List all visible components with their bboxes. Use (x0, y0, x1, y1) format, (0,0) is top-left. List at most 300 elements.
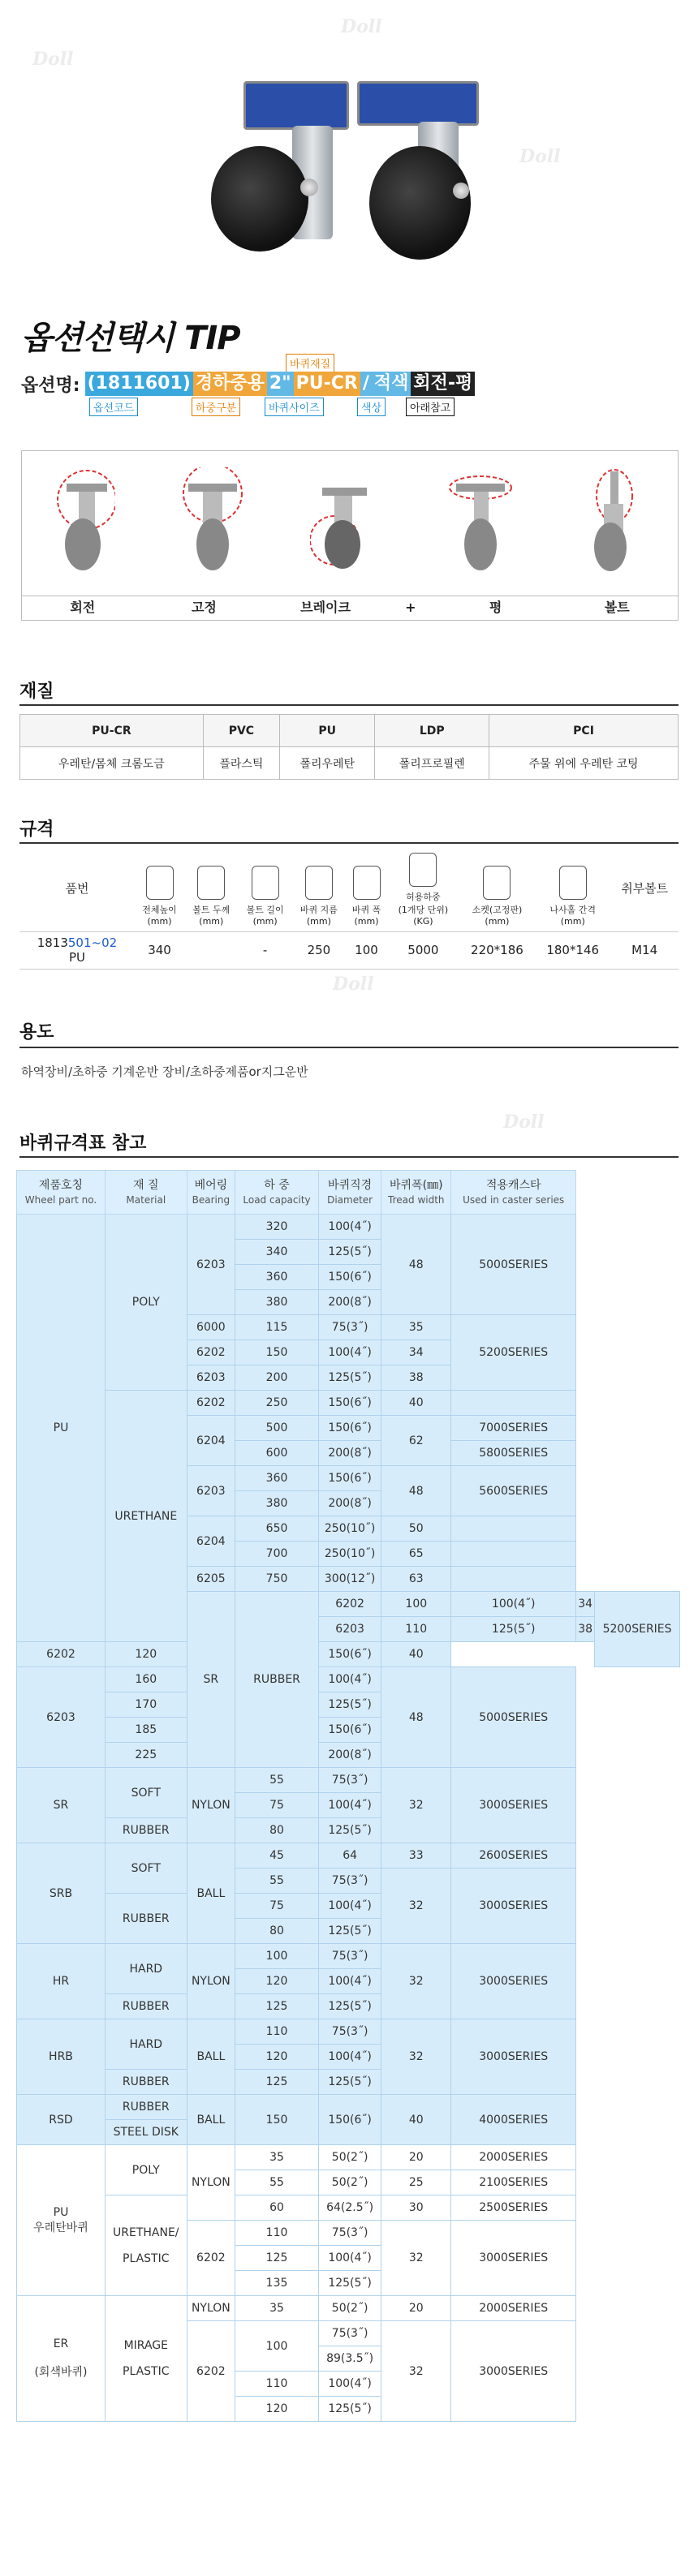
table-cell: 100(4˝) (318, 1969, 381, 1994)
option-plate: 평 (489, 600, 502, 615)
table-cell: 100(4˝) (318, 2246, 381, 2271)
table-cell: 250(10˝) (318, 1542, 381, 1567)
wheel-table-header: 제품호칭 Wheel part no. (17, 1171, 106, 1215)
table-cell: RUBBER (235, 1592, 319, 1768)
table-cell: 75 (235, 1894, 319, 1919)
watermark: Doll (341, 16, 382, 37)
wheel-table-header: 적용캐스타 Used in caster series (451, 1171, 576, 1215)
table-cell: 120 (235, 2397, 319, 2422)
option-swivel: 회전 (70, 600, 96, 615)
tag-material: 바퀴재질 (286, 354, 334, 372)
table-cell: 125 (235, 1994, 319, 2019)
table-row (17, 1718, 680, 1743)
table-cell: 35 (381, 1315, 451, 1340)
table-cell: 40 (381, 1391, 451, 1416)
table-cell: 30 (381, 2195, 451, 2221)
table-cell: 6202 (187, 2221, 235, 2296)
table-cell: 32 (381, 2221, 451, 2296)
table-cell: 115 (235, 1315, 319, 1340)
table-cell: 5000SERIES (451, 1667, 576, 1768)
option-bolt-image (558, 451, 663, 597)
table-cell: SRB (17, 1843, 106, 1944)
divider (19, 1047, 679, 1048)
table-cell: 35 (235, 2296, 319, 2321)
table-cell: 38 (381, 1365, 451, 1391)
table-cell: HRB (17, 2019, 106, 2095)
table-cell: 75(3˝) (318, 1869, 381, 1894)
table-cell: PU (17, 1215, 106, 1642)
table-cell: 63 (381, 1567, 451, 1592)
table-cell: 65 (381, 1542, 451, 1567)
table-row (17, 1818, 680, 1843)
table-cell: 64 (318, 1843, 381, 1869)
table-cell: RUBBER (105, 2095, 187, 2120)
table-cell: ER (회색바퀴) (17, 2296, 106, 2422)
table-cell: 75(3˝) (318, 2221, 381, 2246)
table-cell: STEEL DISK (105, 2120, 187, 2145)
load-class: 경하중용 (193, 372, 267, 396)
table-cell: 50(2˝) (318, 2145, 381, 2170)
option-labels (21, 596, 679, 621)
table-cell: 100(4˝) (318, 1667, 381, 1692)
table-cell: 6203 (187, 1466, 235, 1516)
material-value: 주물 위에 우레탄 코팅 (489, 747, 679, 780)
table-cell: 125(5˝) (318, 1365, 381, 1391)
table-cell: 45 (235, 1843, 319, 1869)
table-cell: 6000 (187, 1315, 235, 1340)
table-cell: 6205 (187, 1567, 235, 1592)
table-cell: POLY (105, 1215, 187, 1391)
table-cell: 125(5˝) (318, 1818, 381, 1843)
table-cell: 6202 (17, 1642, 106, 1667)
table-cell: 100(4˝) (318, 2045, 381, 2070)
table-cell: 89(3.5˝) (318, 2346, 381, 2372)
table-cell: 125(5˝) (318, 1240, 381, 1265)
table-cell: 200(8˝) (318, 1441, 381, 1466)
table-cell: 125 (235, 2246, 319, 2271)
spec-value: - (238, 931, 291, 969)
table-row (17, 2195, 680, 2221)
option-rigid-image (160, 451, 265, 597)
table-cell: 100 (381, 1592, 451, 1617)
wheel-table-header: 바퀴폭(㎜) Tread width (381, 1171, 451, 1215)
table-cell: 75 (235, 1793, 319, 1818)
table-cell: 185 (105, 1718, 187, 1743)
table-cell: 2600SERIES (451, 1843, 576, 1869)
table-cell: HARD (105, 1944, 187, 1994)
table-cell: 135 (235, 2271, 319, 2296)
product-image (0, 0, 698, 292)
table-cell: 125(5˝) (318, 1692, 381, 1718)
table-cell: 34 (381, 1340, 451, 1365)
option-plus: + (405, 600, 416, 615)
table-cell: PU 우레탄바퀴 (17, 2145, 106, 2296)
spec-icon (146, 866, 174, 900)
spec-header: 허용하중 (1개당 단위) (KG) (387, 850, 459, 931)
option-bolt: 볼트 (604, 600, 630, 615)
spec-icon (559, 866, 587, 900)
table-cell: 6202 (187, 1391, 235, 1416)
spec-value (184, 931, 238, 969)
watermark: Doll (333, 974, 374, 995)
table-cell: 6203 (318, 1617, 381, 1642)
table-cell: 3000SERIES (451, 1869, 576, 1944)
spec-icon (483, 866, 511, 900)
table-cell: 125(5˝) (318, 2271, 381, 2296)
material-heading: 재질 (19, 682, 54, 702)
table-cell: POLY (105, 2145, 187, 2195)
table-cell: URETHANE/ PLASTIC (105, 2195, 187, 2296)
spec-header: 바퀴 폭 (mm) (346, 850, 387, 931)
option-code: (1811601) (85, 372, 193, 396)
table-cell: SR (187, 1592, 235, 1768)
table-cell: 250 (235, 1391, 319, 1416)
table-cell: RUBBER (105, 1818, 187, 1843)
table-cell: 150(6˝) (318, 1466, 381, 1491)
spec-header: 전체높이 (mm) (135, 850, 184, 931)
table-row (17, 1743, 680, 1768)
table-cell: NYLON (187, 2296, 235, 2321)
table-cell: 100 (235, 1944, 319, 1969)
table-cell: 125(5˝) (318, 1919, 381, 1944)
table-cell: 62 (381, 1416, 451, 1466)
table-cell: 2100SERIES (451, 2170, 576, 2195)
table-cell: 20 (381, 2296, 451, 2321)
table-cell: 150 (235, 1340, 319, 1365)
table-cell: 6203 (187, 1215, 235, 1315)
table-cell: SOFT (105, 1843, 187, 1894)
tag-color: 색상 (357, 398, 386, 416)
wheel-table-header: 베어링 Bearing (187, 1171, 235, 1215)
table-cell: 6202 (187, 2321, 235, 2422)
table-cell: 3000SERIES (451, 1944, 576, 2019)
material-header: LDP (375, 715, 489, 747)
table-cell: 2000SERIES (451, 2296, 576, 2321)
spec-value: 340 (135, 931, 184, 969)
table-cell: 80 (235, 1919, 319, 1944)
table-cell: 20 (381, 2145, 451, 2170)
table-cell: 380 (235, 1290, 319, 1315)
table-cell: 150(6˝) (318, 2095, 381, 2145)
table-row (17, 2296, 680, 2321)
spec-icon (252, 866, 279, 900)
spec-table (19, 850, 679, 970)
table-cell: 55 (235, 1768, 319, 1793)
table-cell: NYLON (187, 1944, 235, 2019)
table-cell: 7000SERIES (451, 1416, 576, 1441)
material-header: PCI (489, 715, 679, 747)
divider (19, 1156, 679, 1158)
wheel-table-header: 바퀴직경 Diameter (318, 1171, 381, 1215)
page-title: 옵션선택시 TIP (21, 320, 240, 357)
table-cell: 6204 (187, 1516, 235, 1567)
wheel-size: 2" (267, 372, 294, 396)
table-cell: 64(2.5˝) (318, 2195, 381, 2221)
wheel-table-heading: 바퀴규격표 참고 (19, 1133, 147, 1154)
spec-header: 볼트 길이 (mm) (238, 850, 291, 931)
table-cell: 55 (235, 2170, 319, 2195)
table-cell: 32 (381, 1768, 451, 1843)
table-cell: 3000SERIES (451, 2019, 576, 2095)
wheel-table-header: 하 중 Load capacity (235, 1171, 319, 1215)
table-cell: 100(4˝) (318, 2372, 381, 2397)
material-header: PVC (203, 715, 279, 747)
table-cell: 25 (381, 2170, 451, 2195)
table-cell: 600 (235, 1441, 319, 1466)
table-row (17, 1944, 680, 1969)
table-cell: 125(5˝) (318, 2070, 381, 2095)
table-cell: 120 (235, 2045, 319, 2070)
material-value: 폴리프로필렌 (375, 747, 489, 780)
table-cell: 750 (235, 1567, 319, 1592)
table-cell: 650 (235, 1516, 319, 1542)
divider (19, 842, 679, 844)
table-cell: 5200SERIES (595, 1592, 680, 1667)
table-cell: 48 (381, 1466, 451, 1516)
table-cell: 125(5˝) (451, 1617, 576, 1642)
table-cell: 40 (381, 2095, 451, 2145)
table-cell: 38 (576, 1617, 595, 1642)
spec-value: 180*146 (535, 931, 610, 969)
wheel-table-header: 재 질 Material (105, 1171, 187, 1215)
spec-icon (353, 866, 381, 900)
table-cell: 60 (235, 2195, 319, 2221)
table-cell: 110 (381, 1617, 451, 1642)
spec-header: 볼트 두께 (mm) (184, 850, 238, 931)
table-cell: 3000SERIES (451, 2321, 576, 2422)
spec-icon (197, 866, 225, 900)
table-cell: 300(12˝) (318, 1567, 381, 1592)
table-cell: 200(8˝) (318, 1290, 381, 1315)
spec-icon (305, 866, 333, 900)
table-cell: 100(4˝) (318, 1894, 381, 1919)
table-cell: 34 (576, 1592, 595, 1617)
table-cell: 3000SERIES (451, 2221, 576, 2296)
option-plate-image (428, 451, 533, 597)
table-cell: 500 (235, 1416, 319, 1441)
table-cell: 125 (235, 2070, 319, 2095)
table-cell: 32 (381, 1869, 451, 1944)
table-cell: 33 (381, 1843, 451, 1869)
spec-header: 품번 (19, 850, 135, 931)
table-cell: HR (17, 1944, 106, 2019)
table-cell: 50 (381, 1516, 451, 1542)
option-brake-image (290, 451, 395, 597)
table-cell: 100(4˝) (318, 1340, 381, 1365)
table-cell: 340 (235, 1240, 319, 1265)
table-cell (451, 1391, 576, 1416)
part-number-range: 501~02 (67, 935, 118, 950)
table-row (17, 1843, 680, 1869)
table-cell: 6203 (17, 1667, 106, 1768)
spec-value: M14 (610, 931, 679, 969)
table-cell: 200(8˝) (318, 1491, 381, 1516)
table-cell: 225 (105, 1743, 187, 1768)
table-cell: 700 (235, 1542, 319, 1567)
table-cell: 50(2˝) (318, 2296, 381, 2321)
table-row (17, 1391, 680, 1416)
table-cell: 2000SERIES (451, 2145, 576, 2170)
table-cell: 32 (381, 1944, 451, 2019)
table-row (17, 1768, 680, 1793)
table-cell: URETHANE (105, 1391, 187, 1642)
table-cell: 40 (381, 1642, 451, 1667)
table-row (17, 2145, 680, 2170)
table-cell: 100(4˝) (451, 1592, 576, 1617)
table-cell: BALL (187, 2095, 235, 2145)
table-cell: 150(6˝) (318, 1391, 381, 1416)
table-cell: 110 (235, 2019, 319, 2045)
table-cell: 100(4˝) (318, 1793, 381, 1818)
table-cell: 150(6˝) (318, 1416, 381, 1441)
table-cell: RUBBER (105, 2070, 187, 2095)
usage-text: 하역장비/초하중 기계운반 장비/초하중제품or지그운반 (21, 1064, 308, 1079)
table-row (17, 1894, 680, 1919)
table-cell: RUBBER (105, 1994, 187, 2019)
table-cell (451, 1516, 576, 1542)
tag-wheel-size: 바퀴사이즈 (265, 398, 324, 416)
spec-icon (409, 853, 437, 887)
table-cell: 75(3˝) (318, 1315, 381, 1340)
table-cell: 100(4˝) (318, 1215, 381, 1240)
table-cell: 120 (235, 1969, 319, 1994)
table-cell: HARD (105, 2019, 187, 2070)
table-cell: BALL (187, 1843, 235, 1944)
table-cell: 360 (235, 1265, 319, 1290)
table-cell: 120 (105, 1642, 187, 1667)
table-cell: 50(2˝) (318, 2170, 381, 2195)
table-cell: 6204 (187, 1416, 235, 1466)
table-cell: 80 (235, 1818, 319, 1843)
table-cell (451, 1567, 576, 1592)
spec-value: 250 (292, 931, 346, 969)
table-cell: 5800SERIES (451, 1441, 576, 1466)
table-cell: 32 (381, 2019, 451, 2095)
table-cell: 110 (235, 2372, 319, 2397)
table-cell: 160 (105, 1667, 187, 1692)
option-name-row (21, 370, 475, 398)
table-row (17, 1692, 680, 1718)
table-cell: 6202 (187, 1340, 235, 1365)
table-cell: SOFT (105, 1768, 187, 1818)
table-cell: RUBBER (105, 1894, 187, 1944)
wheel-material: PU-CR (294, 372, 360, 396)
usage-heading: 용도 (19, 1022, 54, 1043)
table-row (17, 1215, 680, 1240)
tag-load-class: 하중구분 (192, 398, 240, 416)
table-cell: 320 (235, 1215, 319, 1240)
spec-value: 100 (346, 931, 387, 969)
table-row (17, 2095, 680, 2120)
material-value: 폴리우레탄 (280, 747, 375, 780)
table-row (17, 1667, 680, 1692)
table-cell: NYLON (187, 2145, 235, 2221)
table-cell: 3000SERIES (451, 1768, 576, 1843)
table-row (17, 1994, 680, 2019)
color: 적색 (372, 372, 411, 396)
option-brake: 브레이크 (300, 600, 351, 615)
divider (19, 704, 679, 706)
table-cell: 75(3˝) (318, 2321, 381, 2346)
table-cell: 200 (235, 1365, 319, 1391)
spec-value: 5000 (387, 931, 459, 969)
table-row (17, 2070, 680, 2095)
table-cell: 100 (235, 2321, 319, 2372)
watermark: Doll (32, 49, 74, 70)
table-cell: 48 (381, 1215, 451, 1315)
material-value: 우레탄/몸체 크롬도금 (20, 747, 204, 780)
spec-value: 220*186 (459, 931, 535, 969)
table-cell: 32 (381, 2321, 451, 2422)
mount-type: 회전-평 (411, 372, 475, 396)
table-cell: 170 (105, 1692, 187, 1718)
material-header: PU (280, 715, 375, 747)
watermark: Doll (519, 146, 561, 167)
table-cell: 110 (235, 2221, 319, 2246)
material-table (19, 714, 679, 780)
table-cell: 150(6˝) (318, 1642, 381, 1667)
table-cell: SR (17, 1768, 106, 1843)
tag-see-below: 아래참고 (406, 398, 455, 416)
option-swivel-image (30, 451, 136, 597)
table-cell: 200(8˝) (318, 1743, 381, 1768)
spec-header: 나사홀 간격 (mm) (535, 850, 610, 931)
table-cell: 5200SERIES (451, 1315, 576, 1391)
option-name-label: 옵션명: (21, 375, 80, 396)
table-cell: NYLON (187, 1768, 235, 1843)
spec-heading: 규격 (19, 819, 54, 840)
table-cell: 250(10˝) (318, 1516, 381, 1542)
table-cell: 2500SERIES (451, 2195, 576, 2221)
table-cell: 380 (235, 1491, 319, 1516)
table-cell: 360 (235, 1466, 319, 1491)
table-cell: 6203 (187, 1365, 235, 1391)
separator: / (360, 372, 372, 396)
tag-option-code: 옵션코드 (89, 398, 138, 416)
material-value: 플라스틱 (203, 747, 279, 780)
table-cell: 75(3˝) (318, 1768, 381, 1793)
table-row (17, 1642, 680, 1667)
table-cell: 150(6˝) (318, 1718, 381, 1743)
table-cell: 5600SERIES (451, 1466, 576, 1516)
wheel-spec-table (16, 1170, 680, 2422)
table-cell: 125(5˝) (318, 1994, 381, 2019)
table-cell: 150(6˝) (318, 1265, 381, 1290)
watermark: Doll (503, 1112, 545, 1133)
table-row (17, 2019, 680, 2045)
table-cell: 75(3˝) (318, 1944, 381, 1969)
option-rigid: 고정 (191, 600, 217, 615)
spec-header: 소켓(고정판) (mm) (459, 850, 535, 931)
table-cell: 4000SERIES (451, 2095, 576, 2145)
spec-header: 바퀴 지름 (mm) (292, 850, 346, 931)
table-cell: 150 (235, 2095, 319, 2145)
table-cell: 35 (235, 2145, 319, 2170)
table-cell: 6202 (318, 1592, 381, 1617)
table-cell: 55 (235, 1869, 319, 1894)
table-cell: 75(3˝) (318, 2019, 381, 2045)
part-number: 1813501~02 PU (19, 931, 135, 969)
table-cell: MIRAGE PLASTIC (105, 2296, 187, 2422)
table-cell: 48 (381, 1667, 451, 1768)
table-cell: 125(5˝) (318, 2397, 381, 2422)
option-images (21, 450, 679, 596)
table-cell: BALL (187, 2019, 235, 2095)
table-cell: RSD (17, 2095, 106, 2145)
table-cell: 5000SERIES (451, 1215, 576, 1315)
spec-header: 취부볼트 (610, 850, 679, 931)
table-cell (451, 1542, 576, 1567)
